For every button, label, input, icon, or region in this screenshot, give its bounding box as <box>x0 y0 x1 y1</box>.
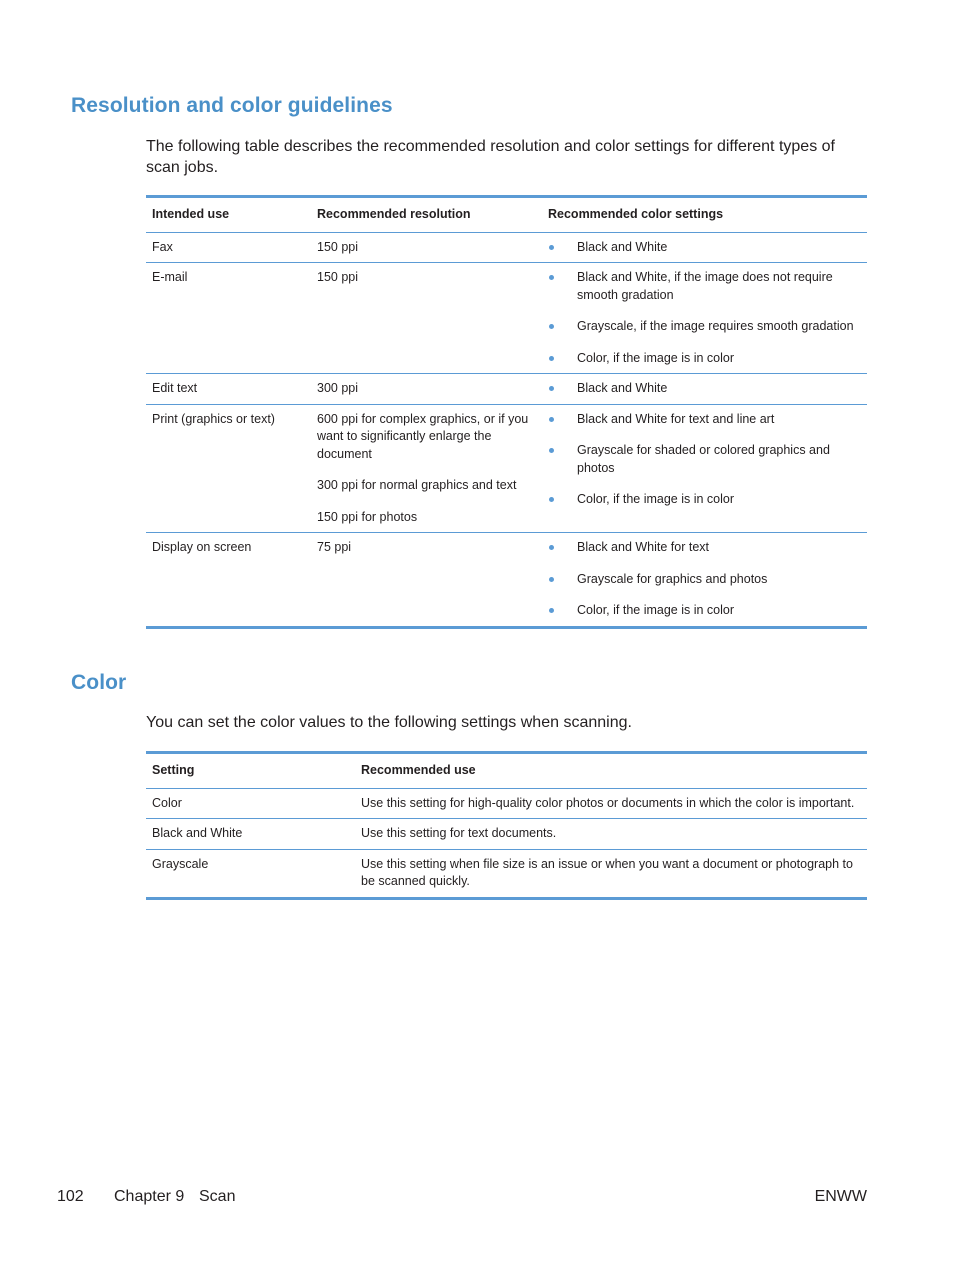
resolution-text: 300 ppi for normal graphics and text <box>317 478 517 492</box>
color-setting-text: Black and White, if the image does not require smooth gradation <box>577 270 833 302</box>
resolution-text: 75 ppi <box>317 540 352 554</box>
resolution-cell <box>311 232 542 263</box>
recommended-use-cell: Use this setting when file size is an issue or when you want a document or photograph to be scanned quickly. <box>361 856 853 888</box>
color-settings-table <box>146 751 867 900</box>
bullet-icon <box>549 386 554 391</box>
column-header: Recommended resolution <box>311 197 542 233</box>
color-setting-text: Black and White <box>577 239 668 254</box>
table-row <box>146 788 867 819</box>
resolution-cell <box>311 533 542 628</box>
color-setting-text: Color, if the image is in color <box>577 603 735 617</box>
list-item <box>548 269 861 304</box>
list-item <box>548 442 861 477</box>
section-intro-resolution: The following table describes the recommended resolution and color settings for different types of scan jobs. <box>146 138 835 176</box>
table-header-row <box>146 753 867 789</box>
list-item <box>548 239 861 257</box>
resolution-text: 300 ppi <box>317 381 359 395</box>
intended-use-cell: Edit text <box>146 374 311 405</box>
intended-use-cell: Fax <box>146 232 311 263</box>
color-setting-text: Black and White for text <box>577 540 710 554</box>
bullet-icon <box>549 275 554 280</box>
bullet-icon <box>549 417 554 422</box>
footer-section: Scan <box>199 1188 236 1205</box>
table-row <box>146 819 867 850</box>
color-settings-cell <box>542 374 867 405</box>
list-item <box>548 411 861 429</box>
list-item <box>548 571 861 589</box>
intended-use-cell: Display on screen <box>152 540 252 554</box>
list-item <box>548 602 861 620</box>
bullet-icon <box>549 577 554 582</box>
bullet-icon <box>549 356 554 361</box>
color-settings-list <box>548 269 861 367</box>
color-settings-list <box>548 239 861 257</box>
color-setting-text: Color, if the image is in color <box>577 350 735 365</box>
list-item <box>548 380 861 398</box>
table-row <box>146 849 867 898</box>
section-title-resolution: Resolution and color guidelines <box>71 94 393 117</box>
intended-use-cell: Print (graphics or text) <box>146 404 311 533</box>
table-row <box>146 533 867 628</box>
list-item <box>548 539 861 557</box>
bullet-icon <box>549 545 554 550</box>
section-intro-color: You can set the color values to the following settings when scanning. <box>146 714 632 731</box>
intended-use-cell: E-mail <box>146 263 311 374</box>
table-row <box>146 404 867 533</box>
color-settings-cell <box>542 232 867 263</box>
table-row <box>146 232 867 263</box>
setting-cell: Color <box>146 788 355 819</box>
column-header: Setting <box>146 753 355 789</box>
resolution-cell <box>311 404 542 533</box>
color-settings-cell <box>542 533 867 628</box>
color-setting-text: Black and White <box>577 381 668 395</box>
recommended-use-cell: Use this setting for text documents. <box>355 819 867 850</box>
resolution-table <box>146 195 867 629</box>
color-setting-text: Grayscale for shaded or colored graphics and photos <box>577 443 830 475</box>
resolution-cell <box>311 263 542 374</box>
color-setting-text: Grayscale for graphics and photos <box>577 571 768 586</box>
column-header: Recommended use <box>355 753 867 789</box>
color-setting-text: Color, if the image is in color <box>577 492 735 506</box>
setting-cell: Black and White <box>146 819 355 850</box>
bullet-icon <box>549 324 554 329</box>
color-settings-cell <box>542 263 867 374</box>
list-item <box>548 318 861 336</box>
list-item <box>548 350 861 368</box>
color-settings-cell <box>542 404 867 533</box>
color-settings-list <box>548 539 861 620</box>
table-header-row <box>146 197 867 233</box>
bullet-icon <box>549 608 554 613</box>
column-header: Recommended color settings <box>542 197 867 233</box>
color-setting-text: Black and White for text and line art <box>577 411 775 426</box>
section-title-color: Color <box>71 671 127 694</box>
page-number: 102 <box>57 1188 84 1205</box>
setting-cell: Grayscale <box>152 856 209 871</box>
resolution-text: 150 ppi <box>317 270 359 284</box>
resolution-text: 600 ppi for complex graphics, or if you want to significantly enlarge the document <box>317 411 529 461</box>
resolution-text: 150 ppi for photos <box>317 509 418 524</box>
table-row <box>146 263 867 374</box>
recommended-use-cell: Use this setting for high-quality color photos or documents in which the color is important. <box>355 788 867 819</box>
bullet-icon <box>549 497 554 502</box>
bullet-icon <box>549 245 554 250</box>
column-header: Intended use <box>146 197 311 233</box>
footer-chapter: Chapter 9 <box>114 1188 185 1205</box>
table-row <box>146 374 867 405</box>
color-settings-list <box>548 380 861 398</box>
color-setting-text: Grayscale, if the image requires smooth gradation <box>577 319 854 333</box>
footer-doc-code: ENWW <box>814 1188 867 1205</box>
resolution-text: 150 ppi <box>317 239 359 254</box>
list-item <box>548 491 861 509</box>
bullet-icon <box>549 448 554 453</box>
color-settings-list <box>548 411 861 509</box>
resolution-cell <box>311 374 542 405</box>
